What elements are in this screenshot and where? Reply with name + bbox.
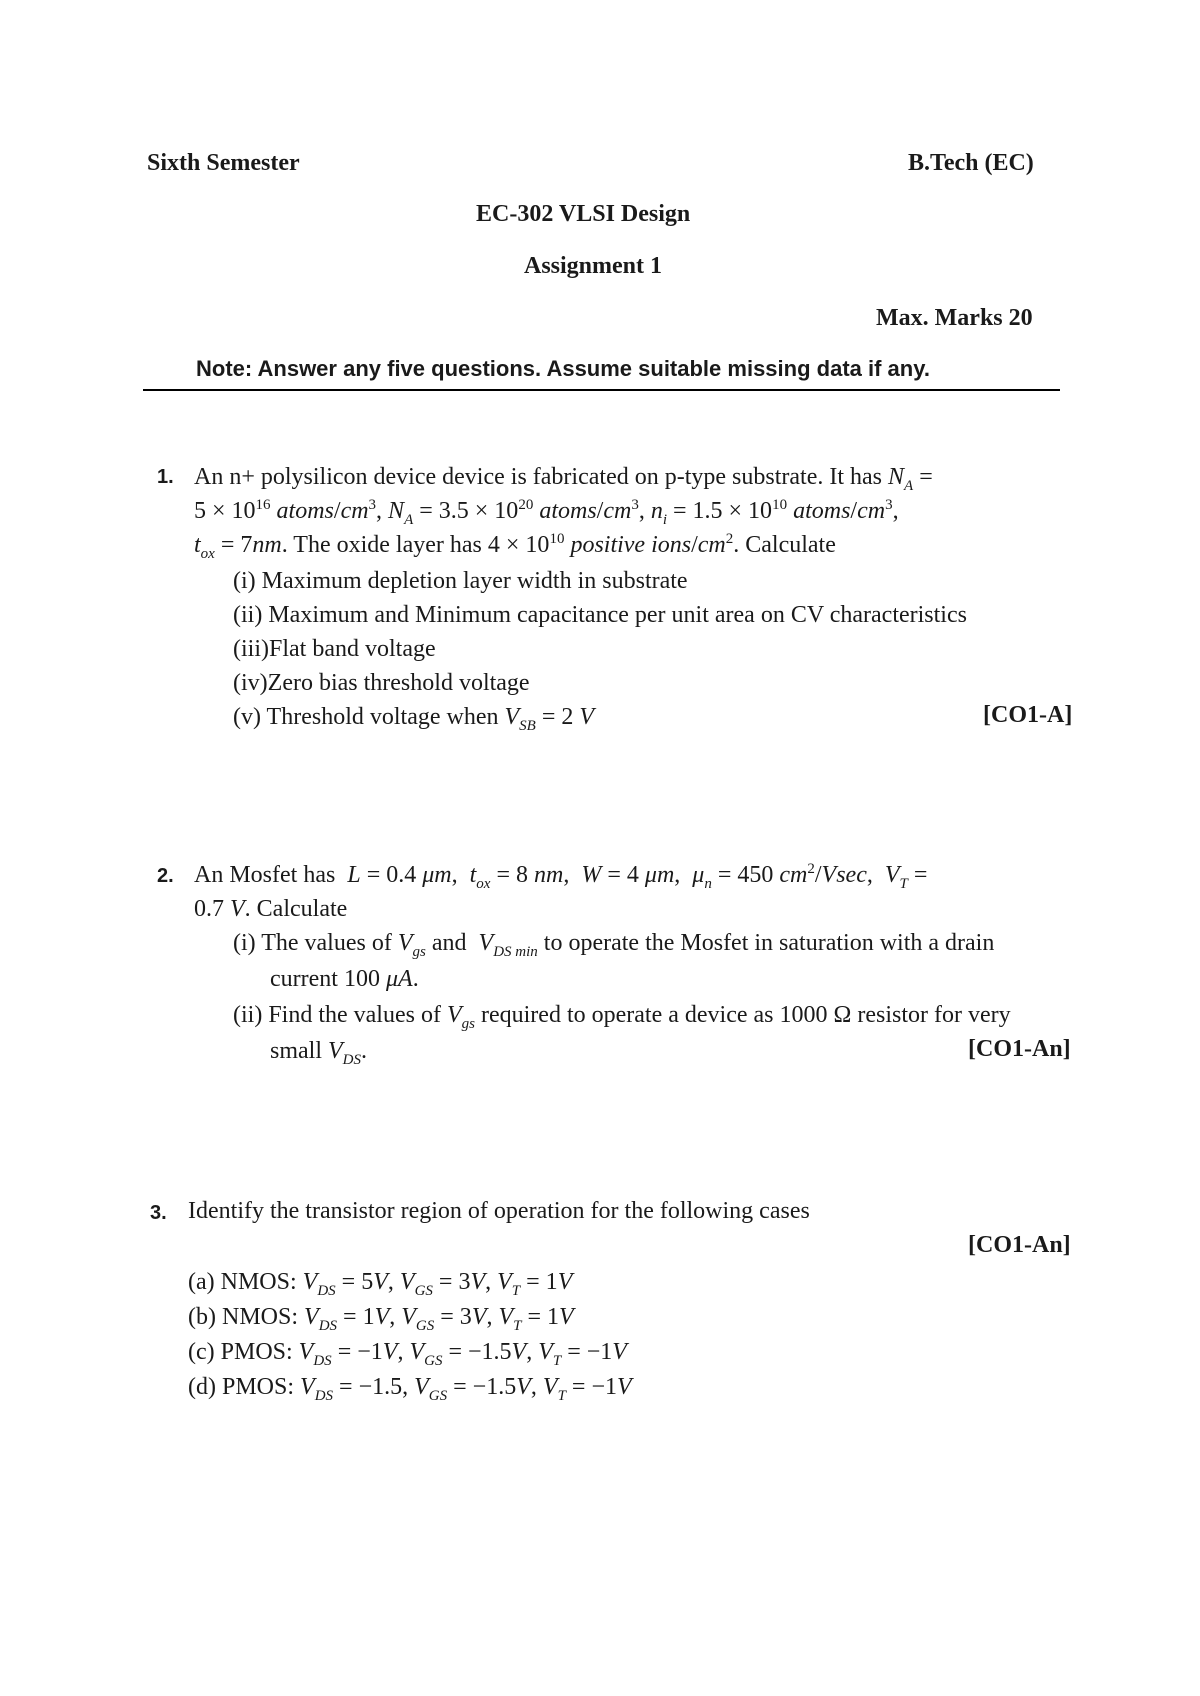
q2-part-i-cont: current 100 μA.	[270, 966, 419, 992]
note-text: Note: Answer any five questions. Assume suitable missing data if any.	[196, 356, 930, 381]
q3-case-d: (d) PMOS: $V_{DS} = -1.5$, $V_{GS} = -1.5V$, $V_T = -1V$	[188, 1374, 632, 1404]
q1-part-iv: (iv)Zero bias threshold voltage	[233, 670, 530, 696]
q1-part-i: (i) Maximum depletion layer width in substrate	[233, 568, 688, 594]
q2-co-tag: [CO1-An]	[968, 1036, 1071, 1062]
q2-number: 2.	[157, 865, 174, 887]
q2-part-ii-cont: small $V_{DS}$.	[270, 1038, 368, 1068]
q3-intro: Identify the transistor region of operation for the following cases	[188, 1198, 810, 1224]
header-divider	[143, 389, 1060, 391]
q2-part-i: (i) The values of $V_{gs}$ and $V_{DS min}$ to operate the Mosfet in saturation with a drain	[233, 930, 995, 960]
q3-case-a: (a) NMOS: $V_{DS} = 5V$, $V_{GS} = 3V$, $V_T = 1V$	[188, 1269, 573, 1299]
q2-line1: An Mosfet has L = 0.4 μm, $t_{ox} = 8$ nm, W = 4 μm, $\mu_n = 450$ $cm^2$/Vsec, $V_T$ =	[194, 861, 928, 892]
max-marks: Max. Marks 20	[876, 305, 1033, 331]
q1-co-tag: [CO1-A]	[983, 702, 1073, 728]
q2-part-ii: (ii) Find the values of $V_{gs}$ required to operate a device as 1000 Ω resistor for very	[233, 1002, 1011, 1032]
q3-case-b: (b) NMOS: $V_{DS} = 1V$, $V_{GS} = 3V$, $V_T = 1V$	[188, 1304, 574, 1334]
q1-line1: An n+ polysilicon device device is fabricated on p-type substrate. It has $N_A$ =	[194, 464, 933, 494]
q3-co-tag: [CO1-An]	[968, 1232, 1071, 1258]
q1-line3: $t_{ox} = 7nm$. The oxide layer has $4 \times 10^{10}$ positive ions/$cm^2$. Calculate	[194, 531, 836, 562]
q2-line2: 0.7 V. Calculate	[194, 896, 348, 922]
q1-part-v: (v) Threshold voltage when $V_{SB} = 2$ V	[233, 704, 595, 734]
semester-label: Sixth Semester	[147, 150, 300, 176]
q1-line2: $5 \times 10^{16}$ atoms/$cm^3$, $N_A = 3.5 \times 10^{20}$ atoms/$cm^3$, $n_i = 1.5 \times 10^{10}$ atoms/$cm^3$,	[194, 497, 899, 528]
assignment-title: Assignment 1	[524, 253, 663, 279]
q1-part-iii: (iii)Flat band voltage	[233, 636, 436, 662]
course-title: EC-302 VLSI Design	[476, 201, 691, 227]
q3-number: 3.	[150, 1202, 167, 1224]
q1-number: 1.	[157, 466, 174, 488]
q1-part-ii: (ii) Maximum and Minimum capacitance per unit area on CV characteristics	[233, 602, 967, 628]
q3-case-c: (c) PMOS: $V_{DS} = -1V$, $V_{GS} = -1.5V$, $V_T = -1V$	[188, 1339, 627, 1369]
program-label: B.Tech (EC)	[908, 150, 1034, 176]
